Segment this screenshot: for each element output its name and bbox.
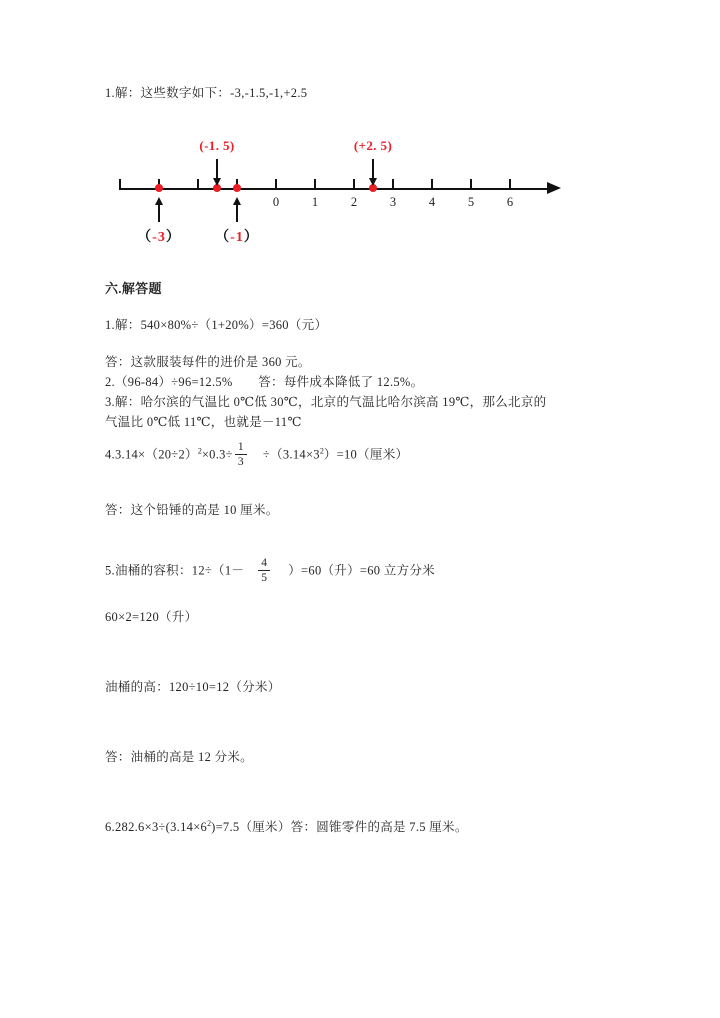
tick-mark bbox=[431, 179, 433, 190]
axis-arrow-icon bbox=[547, 182, 561, 194]
item-3-line-2: 气温比 0℃低 11℃，也就是－11℃ bbox=[105, 415, 302, 429]
item-6-exponent: 2 bbox=[207, 819, 212, 828]
item-4-tail-exponent: 2 bbox=[319, 446, 324, 456]
item-4-tail-suffix: ）=10（厘米） bbox=[323, 447, 409, 462]
arrow-down-icon-plus-2-5 bbox=[372, 159, 374, 179]
number-line-figure bbox=[105, 132, 575, 250]
item-5-answer: 答：油桶的高是 12 分米。 bbox=[105, 750, 253, 764]
tick-mark bbox=[119, 179, 121, 190]
callout-label-plus-2-5: (+2. 5) bbox=[353, 138, 393, 153]
tick-mark bbox=[197, 179, 199, 190]
paren-open: （ bbox=[215, 230, 231, 245]
callout-label-minus-3 bbox=[137, 226, 181, 246]
fraction-four-fifths bbox=[258, 557, 270, 584]
arrow-down-icon-minus-1-5 bbox=[216, 159, 218, 179]
callout-label-minus-1-5: (-1. 5) bbox=[199, 138, 235, 153]
item-1-solution: 1.解：540×80%÷（1+20%）=360（元） bbox=[105, 318, 328, 332]
arrow-up-icon-minus-1 bbox=[236, 204, 238, 222]
callout-value-minus-3: -3 bbox=[152, 230, 166, 245]
item-4-tail-prefix: ÷（3.14×3 bbox=[262, 447, 320, 462]
fraction-denominator: 5 bbox=[261, 572, 268, 585]
tick-mark bbox=[470, 179, 472, 190]
number-line-axis bbox=[119, 188, 549, 190]
item-6-suffix: )=7.5（厘米）答：圆锥零件的高是 7.5 厘米。 bbox=[211, 820, 468, 835]
tick-mark bbox=[275, 179, 277, 190]
item-4 bbox=[105, 442, 408, 469]
section-heading: 六.解答题 bbox=[105, 281, 162, 296]
paren-close: ） bbox=[165, 230, 181, 245]
item-5-prefix: 5.油桶的容积：12÷（1－ bbox=[105, 563, 245, 578]
plotted-point-minus-1 bbox=[233, 184, 241, 192]
fraction-numerator: 4 bbox=[261, 557, 268, 569]
tick-label-5: 5 bbox=[467, 195, 475, 209]
item-5 bbox=[105, 558, 435, 585]
tick-label-2: 2 bbox=[350, 195, 358, 209]
tick-label-1: 1 bbox=[311, 195, 319, 209]
plotted-point-minus-3 bbox=[155, 184, 163, 192]
paren-close: ） bbox=[243, 230, 259, 245]
paren-open: （ bbox=[137, 230, 153, 245]
item-4-exponent: 2 bbox=[197, 446, 202, 456]
tick-label-6: 6 bbox=[506, 195, 514, 209]
fraction-denominator: 3 bbox=[237, 456, 244, 469]
item-5-line-2: 60×2=120（升） bbox=[105, 610, 198, 624]
item-6 bbox=[105, 818, 468, 837]
fraction-numerator: 1 bbox=[237, 441, 244, 453]
tick-label-3: 3 bbox=[389, 195, 397, 209]
callout-value-minus-1: -1 bbox=[230, 230, 244, 245]
item-4-mid: ×0.3÷ bbox=[201, 447, 233, 462]
item-5-line-3: 油桶的高：120÷10=12（分米） bbox=[105, 680, 281, 694]
item-5-suffix: ）=60（升）=60 立方分米 bbox=[288, 563, 435, 578]
tick-mark bbox=[509, 179, 511, 190]
tick-mark bbox=[314, 179, 316, 190]
fraction-bar bbox=[258, 570, 270, 571]
item-4-answer: 答：这个铅锤的高是 10 厘米。 bbox=[105, 503, 279, 517]
tick-label-0: 0 bbox=[272, 195, 280, 209]
callout-label-minus-1 bbox=[215, 226, 259, 246]
fraction-one-third bbox=[235, 441, 247, 468]
item-6-prefix: 6.282.6×3÷(3.14×6 bbox=[105, 820, 208, 835]
tick-mark bbox=[353, 179, 355, 190]
arrow-up-icon-minus-3 bbox=[158, 204, 160, 222]
item-3-line-1: 3.解：哈尔滨的气温比 0℃低 30℃，北京的气温比哈尔滨高 19℃，那么北京的 bbox=[105, 395, 547, 409]
intro-line: 1.解：这些数字如下：-3,-1.5,-1,+2.5 bbox=[105, 86, 308, 100]
fraction-bar bbox=[235, 454, 247, 455]
item-1-answer: 答：这款服装每件的进价是 360 元。 bbox=[105, 355, 311, 369]
item-2: 2.（96-84）÷96=12.5% 答：每件成本降低了 12.5%。 bbox=[105, 375, 424, 389]
item-4-prefix: 4.3.14×（20÷2） bbox=[105, 447, 198, 462]
tick-mark bbox=[392, 179, 394, 190]
tick-label-4: 4 bbox=[428, 195, 436, 209]
